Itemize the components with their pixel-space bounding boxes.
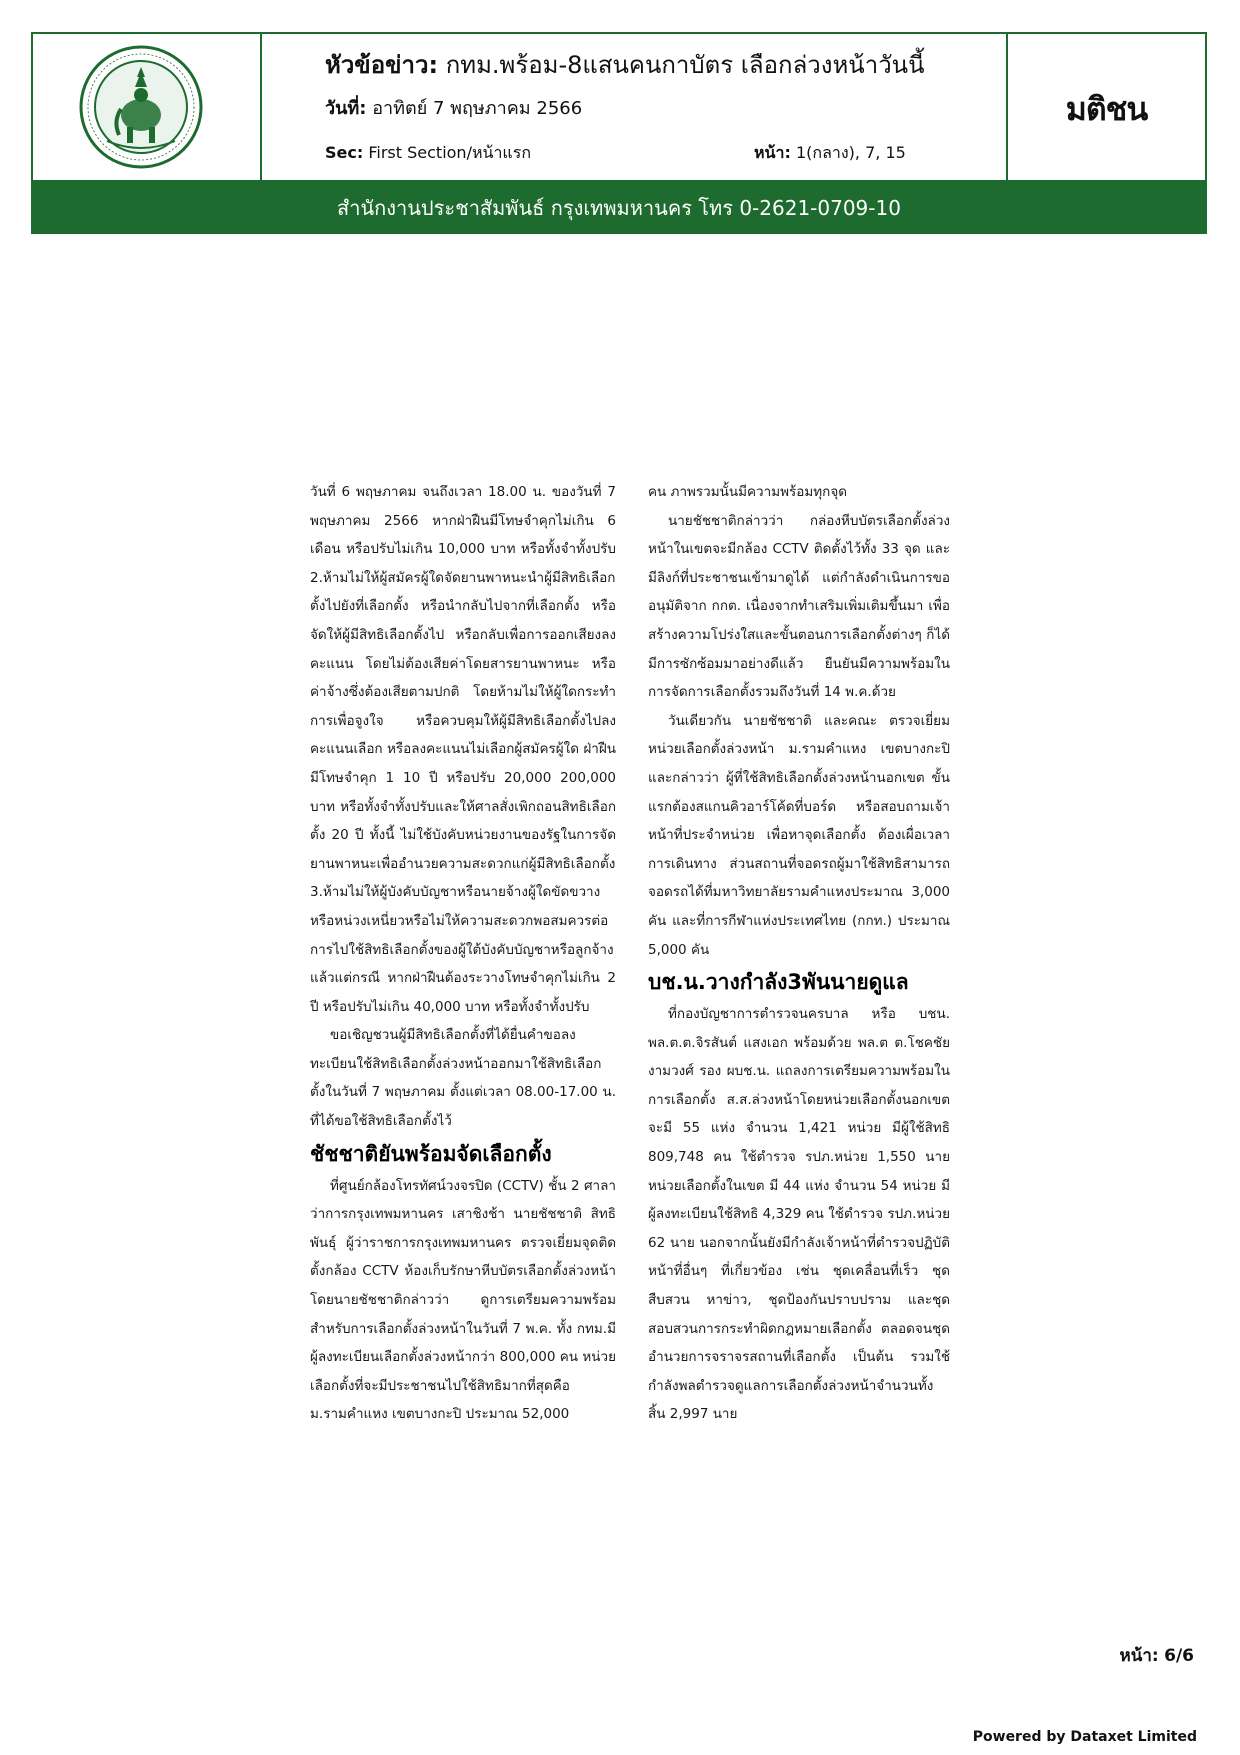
logo-cell — [33, 34, 262, 180]
powered-by: Powered by Dataxet Limited — [972, 1729, 1197, 1745]
bangkok-city-seal-icon — [77, 43, 205, 171]
article-paragraph: วันที่ 6 พฤษภาคม จนถึงเวลา 18.00 น. ของวันที่ 7 พฤษภาคม 2566 หากฝ่าฝืนมีโทษจำคุกไม่เกิน 6 เดือน หรือปรับไม่เกิน 10,000 บาท หรือทั้งจำทั้งปรับ 2.ห้ามไม่ให้ผู้สมัครผู้ใดจัดยานพาหนะนำผู้มีสิทธิเลือกตั้งไปยังที่เลือกตั้ง หรือนำกลับไปจากที่เลือกตั้ง หรือจัดให้ผู้มีสิทธิเลือกตั้งไป หรือกลับเพื่อการออกเสียงลงคะแนน โดยไม่ต้องเสียค่าโดยสารยานพาหนะ หรือค่าจ้างซึ่งต้องเสียตามปกติ โดยห้ามไม่ให้ผู้ใดกระทำการเพื่อจูงใจ หรือควบคุมให้ผู้มีสิทธิเลือกตั้งไปลงคะแนนเลือก หรือลงคะแนนไม่เลือกผู้สมัครผู้ใด ฝ่าฝืนมีโทษจำคุก 1 10 ปี หรือปรับ 20,000 200,000 บาท หรือทั้งจำทั้งปรับและให้ศาลสั่งเพิกถอนสิทธิเลือกตั้ง 20 ปี ทั้งนี้ ไม่ใช้บังคับหน่วยงานของรัฐในการจัดยานพาหนะเพื่ออำนวยความสะดวกแก่ผู้มีสิทธิเลือกตั้ง 3.ห้ามไม่ให้ผู้บังคับบัญชาหรือนายจ้างผู้ใดขัดขวาง หรือหน่วงเหนี่ยวหรือไม่ให้ความสะดวกพอสมควรต่อการไปใช้สิทธิเลือกตั้งของผู้ใต้บังคับบัญชาหรือลูกจ้าง แล้วแต่กรณี หากฝ่าฝืนต้องระวางโทษจำคุกไม่เกิน 2 ปี หรือปรับไม่เกิน 40,000 บาท หรือทั้งจำทั้งปรับ — [310, 484, 616, 1015]
article-paragraph: ที่ศูนย์กล้องโทรทัศน์วงจรปิด (CCTV) ชั้น 2 ศาลาว่าการกรุงเทพมหานคร เสาชิงช้า นายชัชชาติ สิทธิพันธุ์ ผู้ว่าราชการกรุงเทพมหานคร ตรวจเยี่ยมจุดติดตั้งกล้อง CCTV ห้องเก็บรักษาหีบบัตรเลือกตั้งล่วงหน้า โดยนายชัชชาติกล่าวว่า ดูการเตรียมความพร้อมสำหรับการเลือกตั้งล่วงหน้าในวันที่ 7 พ.ค. ทั้ง กทม.มีผู้ลงทะเบียนเลือกตั้งล่วงหน้ากว่า 800,000 คน หน่วยเลือกตั้งที่จะมีประชาชนไปใช้สิทธิมากที่สุดคือ ม.รามคำแหง เขตบางกะปิ ประมาณ 52,000 — [310, 1177, 616, 1423]
newspaper-brand: มติชน — [1065, 90, 1148, 128]
page-label: หน้า: — [754, 143, 791, 162]
date-row — [325, 97, 582, 121]
date-text: อาทิตย์ 7 พฤษภาคม 2566 — [372, 98, 583, 119]
page-number — [1120, 1642, 1194, 1669]
article-paragraph: วันเดียวกัน นายชัชชาติ และคณะ ตรวจเยี่ยมหน่วยเลือกตั้งล่วงหน้า ม.รามคำแหง เขตบางกะปิ และกล่าวว่า ผู้ที่ใช้สิทธิเลือกตั้งล่วงหน้านอกเขต ขั้นแรกต้องสแกนคิวอาร์โค้ดที่บอร์ด หรือสอบถามเจ้าหน้าที่ประจำหน่วย เพื่อหาจุดเลือกตั้ง ต้องเผื่อเวลาการเดินทาง ส่วนสถานที่จอดรถผู้มาใช้สิทธิสามารถจอดรถได้ที่มหาวิทยาลัยรามคำแหงประมาณ 3,000 คัน และที่การกีฬาแห่งประเทศไทย (กกท.) ประมาณ 5,000 คัน — [648, 712, 950, 958]
headline-label: หัวข้อข่าว: — [325, 51, 439, 79]
clipping-info — [262, 34, 1006, 180]
section-row — [325, 142, 531, 164]
page-number-value: 6/6 — [1164, 1646, 1194, 1666]
article-subheading: บช.น.วางกำลัง3พันนายดูแล — [648, 970, 909, 995]
article-paragraph: ขอเชิญชวนผู้มีสิทธิเลือกตั้งที่ได้ยื่นคำขอลงทะเบียนใช้สิทธิเลือกตั้งล่วงหน้าออกมาใช้สิทธิเลือกตั้งในวันที่ 7 พฤษภาคม ตั้งแต่เวลา 08.00-17.00 น. ที่ได้ขอใช้สิทธิเลือกตั้งไว้ — [310, 1027, 616, 1130]
article-paragraph: นายชัชชาติกล่าวว่า กล่องหีบบัตรเลือกตั้งล่วงหน้าในเขตจะมีกล้อง CCTV ติดตั้งไว้ทั้ง 33 จุด และมีลิงก์ที่ประชาชนเข้ามาดูได้ แต่กำลังดำเนินการขออนุมัติจาก กกต. เนื่องจากทำเสริมเพิ่มเติมขึ้นมา เพื่อสร้างความโปร่งใสและขั้นตอนการเลือกตั้งต่างๆ ก็ได้มีการซักซ้อมมาอย่างดีแล้ว ยืนยันมีความพร้อมในการจัดการเลือกตั้งรวมถึงวันที่ 14 พ.ค.ด้วย — [648, 512, 950, 701]
section-label: Sec: — [325, 143, 364, 162]
article-column-left — [310, 478, 616, 1429]
pr-office-banner: สำนักงานประชาสัมพันธ์ กรุงเทพมหานคร โทร 0-2621-0709-10 — [31, 182, 1207, 234]
section-text: First Section/หน้าแรก — [368, 143, 532, 162]
page-number-label: หน้า: — [1119, 1646, 1159, 1666]
headline-text: กทม.พร้อม-8แสนคนกาบัตร เลือกล่วงหน้าวันนี้ — [445, 51, 925, 79]
date-label: วันที่: — [325, 98, 367, 119]
clipping-header — [31, 32, 1207, 182]
article-subheading: ชัชชาติยันพร้อมจัดเลือกตั้ง — [310, 1141, 552, 1166]
brand-cell — [1006, 34, 1205, 180]
page-text: 1(กลาง), 7, 15 — [795, 143, 906, 162]
article-paragraph: คน ภาพรวมนั้นมีความพร้อมทุกจุด — [648, 484, 848, 500]
page-row — [754, 142, 906, 164]
headline-row — [325, 50, 924, 80]
article-paragraph: ที่กองบัญชาการตำรวจนครบาล หรือ บชน. พล.ต.ต.จิรสันต์ แสงเอก พร้อมด้วย พล.ต ต.โชคชัย งามวงศ์ รอง ผบช.น. แถลงการเตรียมความพร้อมในการเลือกตั้ง ส.ส.ล่วงหน้าโดยหน่วยเลือกตั้งนอกเขตจะมี 55 แห่ง จำนวน 1,421 หน่วย มีผู้ใช้สิทธิ 809,748 คน ใช้ตำรวจ รปภ.หน่วย 1,550 นาย หน่วยเลือกตั้งในเขต มี 44 แห่ง จำนวน 54 หน่วย มีผู้ลงทะเบียนใช้สิทธิ 4,329 คน ใช้ตำรวจ รปภ.หน่วย 62 นาย นอกจากนั้นยังมีกำลังเจ้าหน้าที่ตำรวจปฏิบัติหน้าที่อื่นๆ ที่เกี่ยวข้อง เช่น ชุดเคลื่อนที่เร็ว ชุดสืบสวน หาข่าว, ชุดป้องกันปราบปราม และชุดสอบสวนการกระทำผิดกฎหมายเลือกตั้ง ตลอดจนชุดอำนวยการจราจรสถานที่เลือกตั้ง เป็นต้น รวมใช้กำลังพลตำรวจดูแลการเลือกตั้งล่วงหน้าจำนวนทั้งสิ้น 2,997 นาย — [648, 1006, 950, 1423]
article-column-right — [648, 478, 950, 1429]
